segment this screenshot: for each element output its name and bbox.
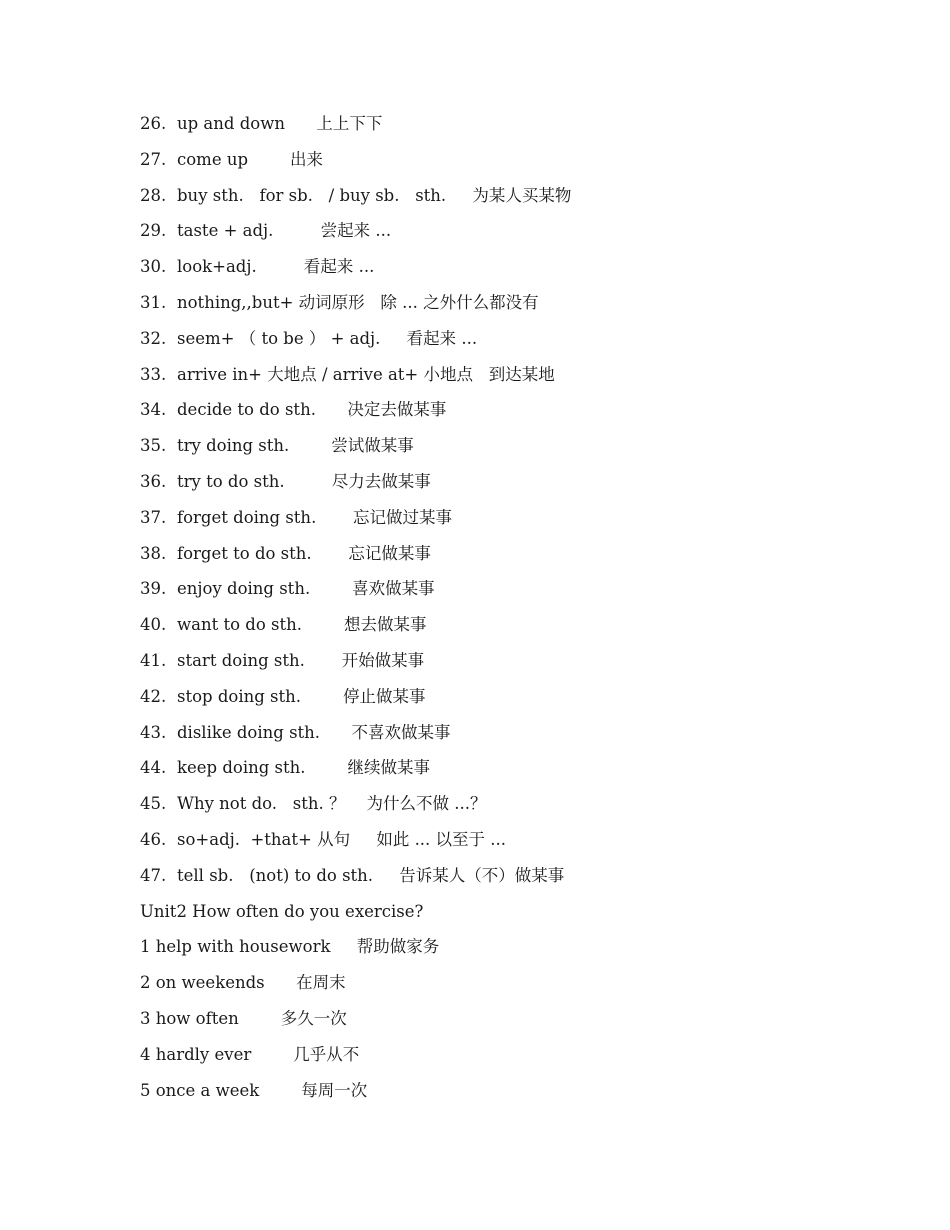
item-text: forget doing sth. 忘记做过某事 [177, 507, 453, 527]
item-text: dislike doing sth. 不喜欢做某事 [177, 722, 451, 742]
list-item [140, 363, 840, 399]
list-item [140, 255, 840, 291]
item-text: nothing,,but+ 动词原形 除 ... 之外什么都没有 [177, 292, 539, 312]
item-number: 41. [140, 650, 167, 670]
list-item [140, 434, 840, 470]
item-number: 42. [140, 686, 167, 706]
list-item [140, 649, 840, 685]
list-item: 3 how often 多久一次 [140, 1008, 347, 1028]
document-content [140, 112, 840, 1114]
item-text: want to do sth. 想去做某事 [177, 615, 427, 635]
list-item [140, 291, 840, 327]
list-item [140, 542, 840, 578]
list-item [140, 792, 840, 828]
item-number: 29. [140, 221, 167, 241]
list-item [140, 756, 840, 792]
unit-heading: Unit2 How often do you exercise? [140, 901, 424, 921]
unit-phrase-list [140, 935, 840, 1114]
item-text: forget to do sth. 忘记做某事 [177, 543, 431, 563]
list-item [140, 685, 840, 721]
item-text: enjoy doing sth. 喜欢做某事 [177, 579, 435, 599]
item-text: keep doing sth. 继续做某事 [177, 758, 430, 778]
list-item [140, 506, 840, 542]
list-item: 4 hardly ever 几乎从不 [140, 1044, 360, 1064]
list-item [140, 828, 840, 864]
item-text: look+adj. 看起来 ... [177, 257, 375, 277]
item-text: taste + adj. 尝起来 ... [177, 221, 392, 241]
item-number: 43. [140, 722, 167, 742]
list-item [140, 184, 840, 220]
item-text: decide to do sth. 决定去做某事 [177, 400, 447, 420]
list-item [140, 721, 840, 757]
item-text: start doing sth. 开始做某事 [177, 650, 425, 670]
item-number: 34. [140, 400, 167, 420]
item-text: so+adj. +that+ 从句 如此 ... 以至于 ... [177, 829, 507, 849]
item-text: come up 出来 [177, 149, 323, 169]
item-number: 40. [140, 615, 167, 635]
list-item [140, 398, 840, 434]
list-item [140, 112, 840, 148]
item-number: 26. [140, 114, 167, 133]
item-number: 30. [140, 257, 167, 277]
list-item [140, 470, 840, 506]
item-text: Why not do. sth. ？ 为什么不做 ...？ [177, 794, 487, 814]
item-text: arrive in+ 大地点 / arrive at+ 小地点 到达某地 [177, 364, 555, 384]
phrase-list [140, 112, 840, 900]
item-text: seem+ （ to be ） + adj. 看起来 ... [177, 328, 478, 348]
list-item [140, 864, 840, 900]
item-number: 37. [140, 507, 167, 527]
item-number: 38. [140, 543, 167, 563]
list-item [140, 613, 840, 649]
item-number: 39. [140, 579, 167, 599]
item-text: stop doing sth. 停止做某事 [177, 686, 426, 706]
item-number: 46. [140, 829, 167, 849]
item-number: 31. [140, 292, 167, 312]
item-number: 36. [140, 471, 167, 491]
item-text: buy sth. for sb. / buy sb. sth. 为某人买某物 [177, 185, 572, 205]
list-item [140, 148, 840, 184]
list-item: 2 on weekends 在周末 [140, 973, 346, 993]
item-number: 45. [140, 794, 167, 814]
item-number: 27. [140, 149, 167, 169]
list-item [140, 219, 840, 255]
list-item [140, 577, 840, 613]
item-number: 44. [140, 758, 167, 778]
item-text: up and down 上上下下 [177, 114, 383, 133]
item-number: 28. [140, 185, 167, 205]
item-text: try to do sth. 尽力去做某事 [177, 471, 431, 491]
item-number: 33. [140, 364, 167, 384]
item-number: 35. [140, 436, 167, 456]
item-text: try doing sth. 尝试做某事 [177, 436, 414, 456]
list-item [140, 327, 840, 363]
item-text: tell sb. (not) to do sth. 告诉某人（不）做某事 [177, 865, 565, 885]
list-item: 1 help with housework 帮助做家务 [140, 937, 440, 957]
item-number: 47. [140, 865, 167, 885]
list-item: 5 once a week 每周一次 [140, 1080, 368, 1100]
item-number: 32. [140, 328, 167, 348]
